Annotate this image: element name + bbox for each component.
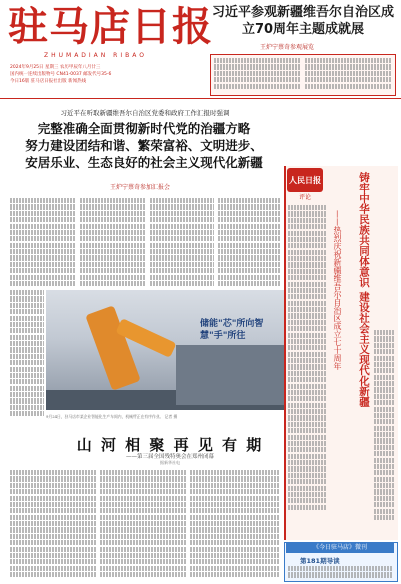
paper-pinyin: ZHUMADIAN RIBAO	[44, 52, 147, 59]
factory-photo[interactable]	[46, 290, 296, 410]
feature-byline: 据新华社电	[160, 460, 180, 465]
feature-headline[interactable]: 山 河 相 聚 再 见 有 期	[76, 436, 264, 454]
article-column	[150, 198, 214, 288]
article-column	[190, 470, 280, 580]
main-byline: 王炉宁蔡奇参加汇报会	[110, 184, 171, 191]
article-column	[80, 198, 146, 288]
main-headline-line: 完整准确全面贯彻新时代党的治疆方略	[37, 121, 251, 136]
photo-robot-arm	[85, 305, 141, 390]
dateline-line: 今日16版 驻马店日报社出版 新闻热线	[10, 79, 87, 84]
photo-caption: 9月24日，驻马店市某企业智能化生产车间内，机械臂正在有序作业。 记者 摄	[46, 414, 178, 419]
commentary-subhead: ——热烈庆祝新疆维吾尔自治区成立七十周年	[333, 210, 342, 370]
top-byline: 王炉宁蔡奇参观展览	[260, 44, 315, 51]
feature-subtitle: ——第三届全国残特奥会在郑州闭幕	[125, 454, 214, 460]
commentary-badge: 人民日报	[287, 168, 323, 192]
main-headline-line: 努力建设团结和谐、繁荣富裕、文明进步、	[25, 138, 263, 153]
article-column	[100, 470, 186, 580]
article-column	[374, 330, 394, 535]
dateline-line: 2024年9月25日 星期三 农历甲辰年八月廿三	[10, 65, 101, 70]
paper-name: 驻马店日报	[8, 3, 213, 50]
main-headline[interactable]	[10, 120, 278, 171]
weekly-text	[288, 566, 392, 578]
dateline	[10, 64, 200, 85]
top-headline[interactable]: 习近平参观新疆维吾尔自治区成立70周年主题成就展	[211, 5, 394, 37]
article-column	[218, 198, 280, 288]
photo-title: 储能"芯"所向智慧"手"所往	[200, 319, 264, 341]
weekly-issue: 第181期导读	[300, 557, 340, 565]
main-kicker: 习近平在听取新疆维吾尔自治区党委和政府工作汇报时强调	[60, 109, 230, 117]
article-column	[10, 290, 44, 430]
main-headline-line: 安居乐业、生态良好的社会主义现代化新疆	[25, 155, 263, 170]
article-column	[10, 470, 96, 580]
dateline-line: 国内统一连续出版物号 CN41-0037 邮发代号35-6	[10, 72, 112, 77]
commentary-headline[interactable]: 铸牢中华民族共同体意识 建设社会主义现代化新疆	[358, 172, 370, 407]
article-column	[288, 205, 326, 535]
article-column	[10, 198, 76, 288]
weekly-banner: 《今日驻马店》微刊	[286, 543, 394, 553]
top-story-text-box	[210, 54, 396, 96]
photo-machine	[176, 345, 286, 405]
commentary-badge-sub: 评论	[298, 194, 311, 201]
